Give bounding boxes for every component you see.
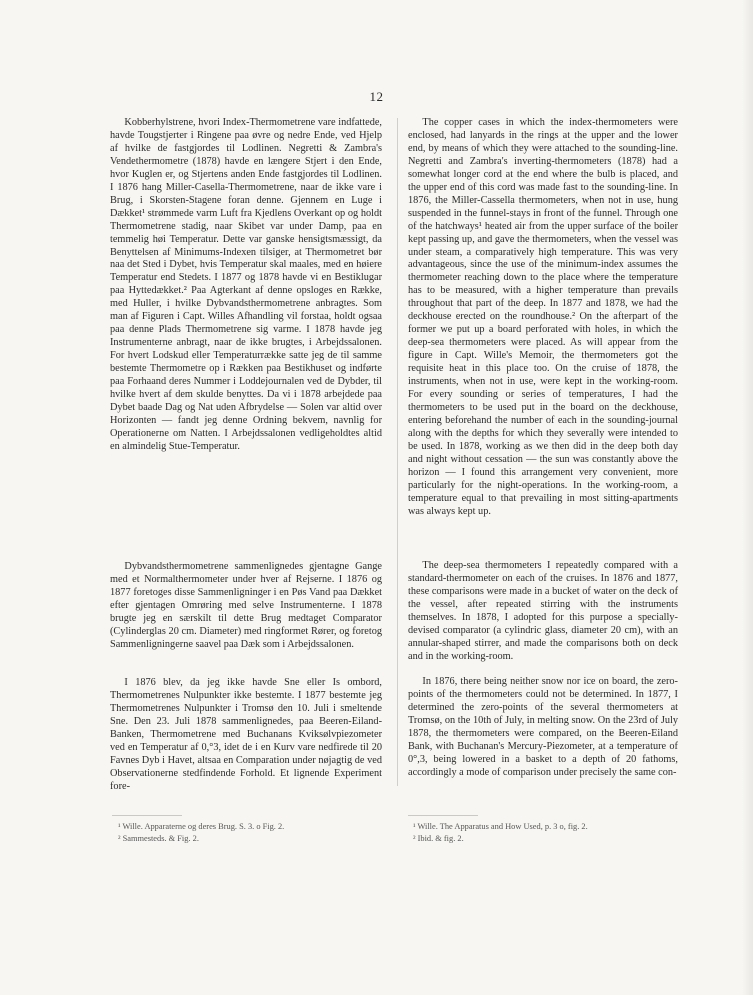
english-paragraph-3: In 1876, there being neither snow nor ice on board, the zero-points of the thermometers could not be determined. In 1877, I determined the zero-points of the several thermometers at Tromsø, on the 10th of July, in melting snow. On the 23rd of July 1878, the thermometers were compared, on the Beeren-Eiland Bank, with Buchanan's Mercury-Piezometer, at a temperature of 0°,3, being lowered in a basket to a depth of 20 fathoms, accordingly a mode of comparison under precisely the same con- [408, 676, 678, 778]
norwegian-paragraph-2-block [110, 561, 382, 652]
footnote-rule-right [408, 815, 478, 816]
column-divider [397, 118, 398, 786]
norwegian-paragraph-1: Kobberhylstrene, hvori Index-Thermometrene vare indfattede, havde Tougstjerter i Ringene paa øvre og nedre Ende, ved Hjelp af hvilke de fastgjordes til Lodlinen. Negretti & Zambra's Vendethermometre (1878) havde en længere Stjert i den Ende, hvor Kuglen er, og Stjertens anden Ende fastgjordes til Lodlinen. I 1876 hang Miller-Casella-Thermometrene, naar de ikke vare i Brug, i Skorsten-Stagene foran denne. Gjennem en Luge i Dækket¹ strømmede varm Luft fra Kjedlens Overkant op og holdt Thermometrene stadig, naar Skibet var under Damp, paa en temmelig høi Temperatur. Dette var ganske hensigtsmæssigt, da Benyttelsen af Minimums-Indexen tilsiger, at Thermometret bør naa det Sted i Dybet, hvis Temperatur skal maales, med en høiere Temperatur end Stedets. I 1877 og 1878 havde vi en Bestiklugar paa Hyttedækket.² Paa Agterkant af denne opsloges en Række, med Huller, i hvilke Dybvandsthermometrene anbragtes. Som man af Figuren i Capt. Willes Afhandling vil forstaa, holdt ogsaa paa denne Plads Thermometrene sig varme. I 1878 havde jeg Instrumenterne anbragt, naar de ikke brugtes, i Arbejdssalonen. For hvert Lodskud eller Temperaturrække satte jeg de til samme bestemte Thermometre op i Rækken paa Bestikhuset og indførte paa Forhaand deres Nummer i Loddejournalen ved de Dybder, til hvilke hvert af dem skulde benyttes. Da vi i 1878 arbejdede paa Dybet baade Dag og Nat uden Afbrydelse — Solen var altid over Horizonten — fandt jeg denne Ordning bekvem, navnlig for Operationerne om Natten. I Arbejdssalonen vedligeholdtes altid en almindelig Stue-Temperatur. [110, 117, 382, 452]
norwegian-footnote-1: ¹ Wille. Apparaterne og deres Brug. S. 3. o Fig. 2. [118, 822, 285, 831]
english-column [408, 117, 678, 519]
english-paragraph-2-block [408, 560, 678, 664]
english-paragraph-3-block [408, 676, 678, 780]
norwegian-paragraph-3: I 1876 blev, da jeg ikke havde Sne eller Is ombord, Thermometrenes Nulpunkter ikke bestemte. I 1877 bestemte jeg Thermometrenes Nulpunkter i Tromsø den 10. Juli i smeltende Sne. Den 23. Juli 1878 sammenlignedes, paa Beeren-Eiland-Banken, Thermometrene med Buchanans Kviksølvpiezometer ved en Temperatur af 0,°3, idet de i en Kurv vare nedfirede til 20 Favnes Dyb i Havet, altsaa en Comparation under nøjagtig de ved Observationerne stedfindende Forhold. Et lignende Experiment fore- [110, 677, 382, 792]
norwegian-paragraph-3-block [110, 677, 382, 794]
english-footnote-2: ² Ibid. & fig. 2. [413, 833, 464, 843]
english-paragraph-2: The deep-sea thermometers I repeatedly compared with a standard-thermometer on each of the cruises. In 1876 and 1877, these comparisons were made in a bucket of water on the deck of the vessel, after repeated stirring with the instruments themselves. In 1878, I adopted for this purpose a specially-devised comparator (a cylindric glass, diameter 20 cm), with an annular-shaped stirrer, and made the comparisons both on deck and in the working-room. [408, 560, 678, 662]
page-number: 12 [369, 89, 384, 104]
scan-edge-shadow [742, 0, 753, 995]
english-footnotes [413, 821, 673, 844]
english-footnote-1: ¹ Wille. The Apparatus and How Used, p. 3 o, fig. 2. [413, 822, 588, 831]
norwegian-paragraph-2: Dybvandsthermometrene sammenlignedes gjentagne Gange med et Normalthermometer under hver af Rejserne. I 1876 og 1877 foretoges disse Sammenligninger i en Pøs Vand paa Dækket efter gjentagen Omrøring med selve Instrumenterne. I 1878 brugte jeg en særskilt til dette Brug medtaget Comparator (Cylinderglas 20 cm. Diameter) med ringformet Rører, og foretog Sammenligningerne saavel paa Dæk som i Arbejdssalonen. [110, 561, 382, 650]
footnote-rule-left [112, 815, 182, 816]
norwegian-column [110, 117, 382, 454]
english-paragraph-1: The copper cases in which the index-thermometers were enclosed, had lanyards in the rings at the upper and the lower end, by means of which they were attached to the sounding-line. Negretti and Zambra's inverting-thermometers (1878) had a somewhat longer cord at the end where the bulb is placed, and the upper end of this cord was made fast to the sounding-line. In 1876, the Miller-Cassella thermometers, when not in use, hung suspended in the funnel-stays in front of the funnel. Through one of the hatchways¹ heated air from the upper surface of the boiler kept passing up, and gave the thermometers, when the vessel was under steam, a comparatively high temperature. This was very advantageous, since the use of the minimum-index assumes the thermometer reaching down to the place where the temperature has to be measured, with a higher temperature than prevails throughout that part of the deep. In 1877 and 1878, we had the deckhouse erected on the roundhouse.² On the afterpart of the former we put up a board perforated with holes, in which the deep-sea thermometers were placed. As will appear from the figure in Capt. Wille's Memoir, the thermometers got the requisite heat in this place too. On the cruise of 1878, the instruments, when not in use, were kept in the working-room. For every sounding or series of temperatures, I had the thermometers to be used put in the board on the deckhouse, entering beforehand the number of each in the sounding-journal along with the depths for which they severally were intended to be used. In 1878, working as we then did in the deep both day and night without cessation — the sun was constantly above the horizon — I found this arrangement very convenient, more particularly for the night-operations. In the working-room, a temperature equal to that prevailing in most sitting-apartments was always kept up. [408, 117, 678, 517]
norwegian-footnote-2: ² Sammesteds. & Fig. 2. [118, 833, 199, 843]
norwegian-footnotes [118, 821, 378, 844]
